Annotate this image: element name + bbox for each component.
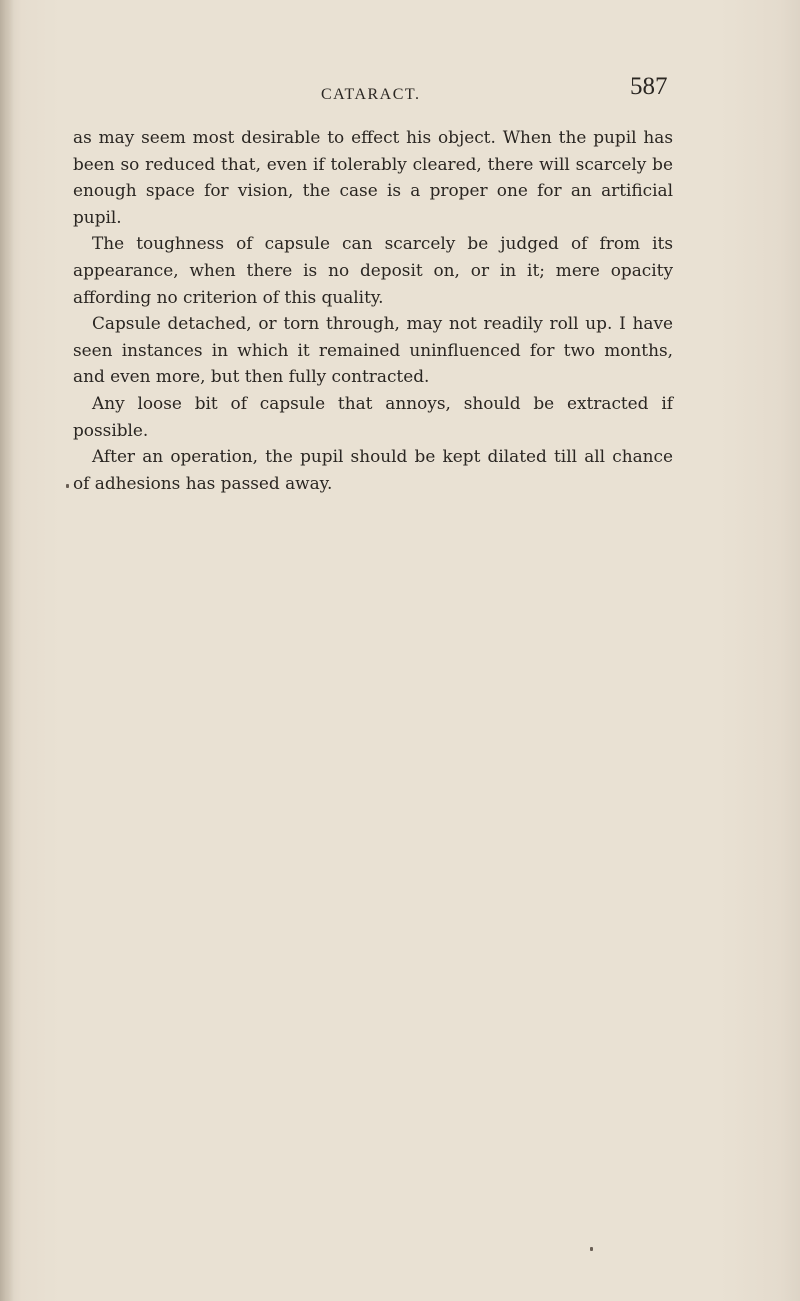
paragraph-after-operation: After an operation, the pupil should be kept dilated till all chance of adhesions has passed away. (73, 446, 673, 493)
paper-speck (590, 1247, 593, 1251)
paper-speck (66, 484, 69, 488)
paragraph-loose-capsule: Any loose bit of capsule that annoys, should be extracted if possible. (73, 392, 673, 440)
binding-shadow (0, 0, 14, 1301)
paragraph-capsule-toughness: The toughness of capsule can scarcely be judged of from its appearance, when there is no deposit on, or in it; mere opacity affording no criterion of this quality. (73, 233, 673, 307)
page-number: 587 (630, 73, 668, 100)
running-title: CATARACT. (321, 86, 421, 103)
paragraph-continuation: as may seem most desirable to effect his object. When the pupil has been so reduced that, even if tolerably cleared, there will scarcely be enough space for vision, the case is a proper one for an artificial pupil. (73, 127, 673, 227)
paragraph-capsule-detached: Capsule detached, or torn through, may not readily roll up. I have seen instances in which it remained uninfluenced for two months, and even more, but then fully contracted. (73, 313, 673, 387)
page-header (0, 68, 800, 108)
body-text (73, 124, 673, 496)
